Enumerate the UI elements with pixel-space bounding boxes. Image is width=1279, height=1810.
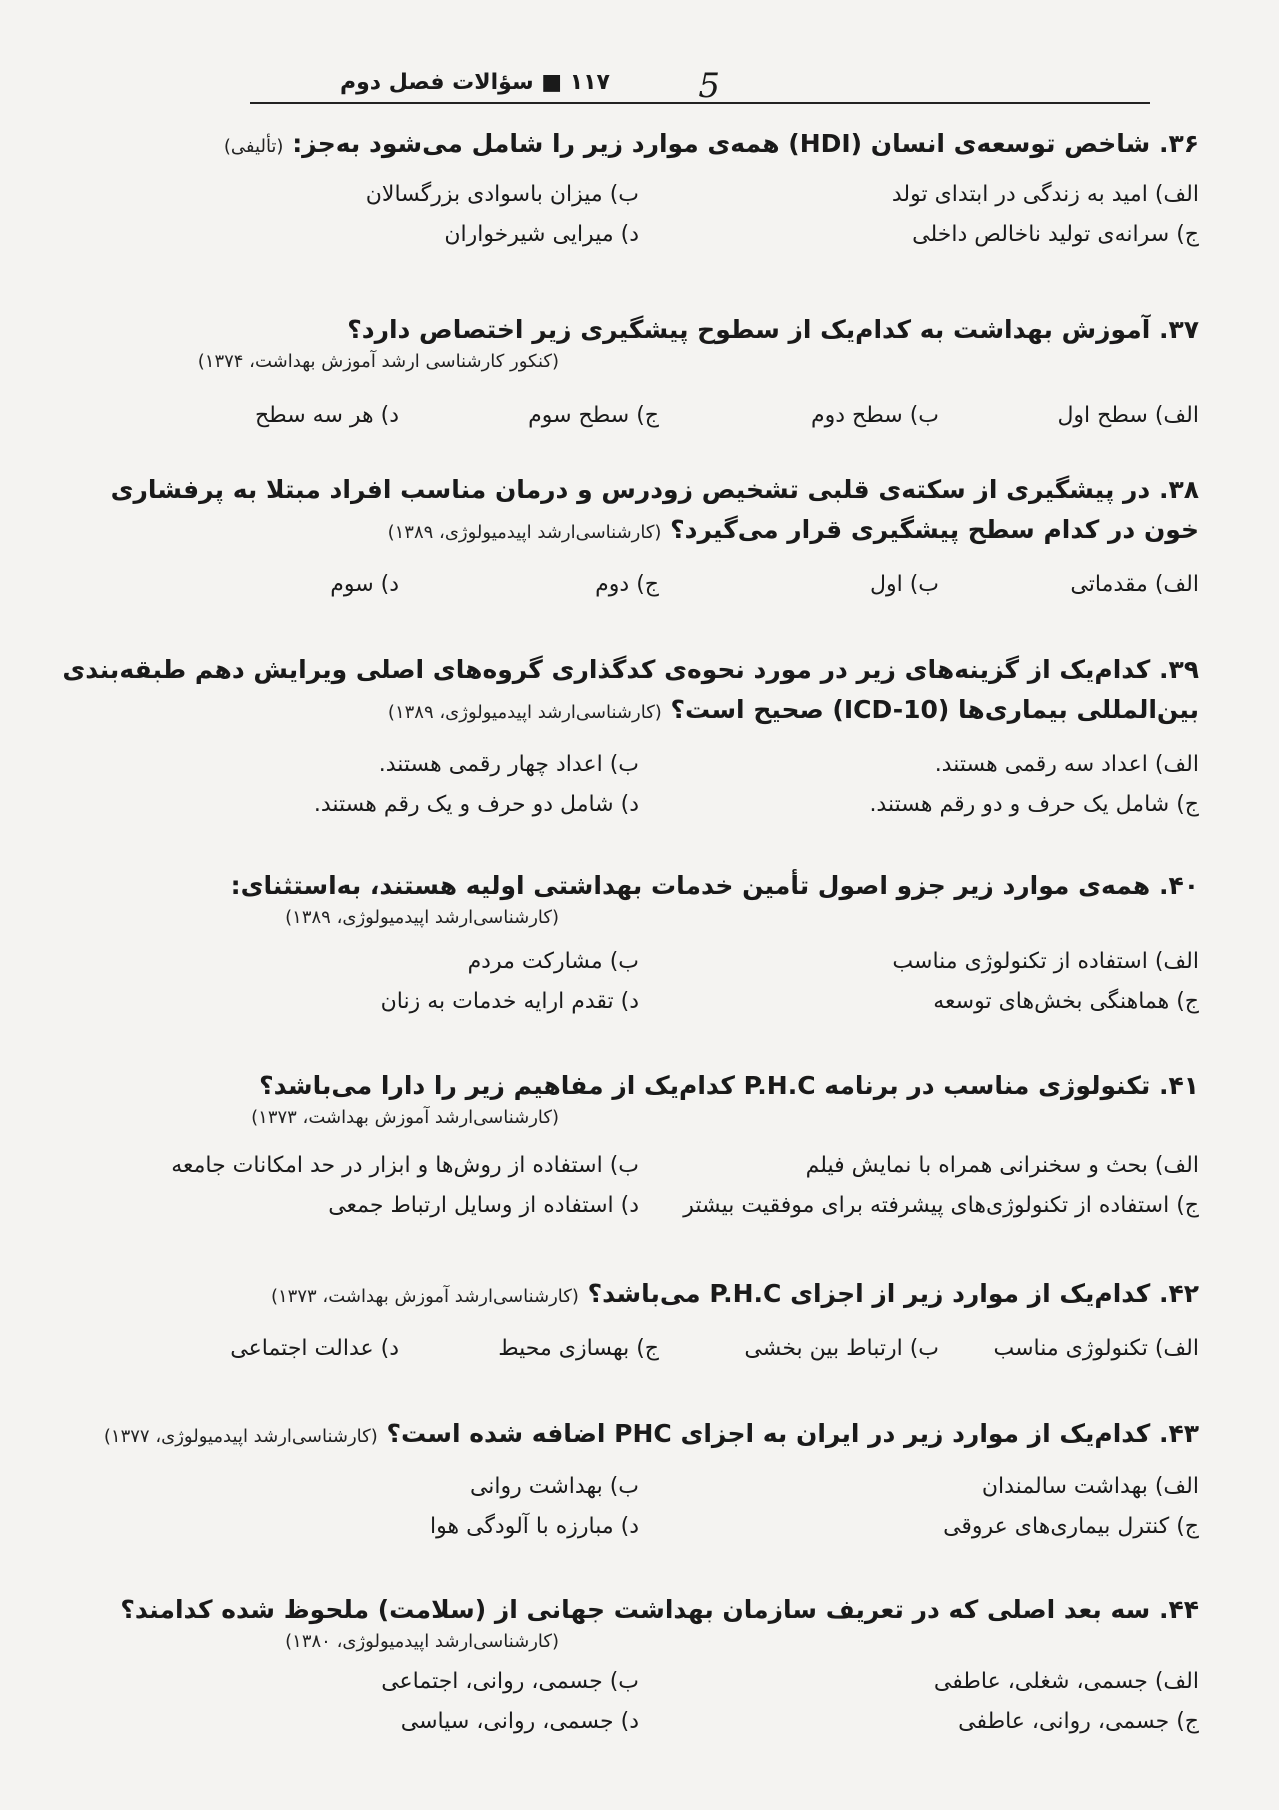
option-d: د) مبارزه با آلودگی هوا	[430, 1514, 639, 1539]
option-d: د) جسمی، روانی، سیاسی	[400, 1709, 639, 1734]
option-a: الف) جسمی، شغلی، عاطفی	[933, 1669, 1199, 1694]
option-b: ب) اول	[869, 572, 939, 597]
option-a: الف) بحث و سخنرانی همراه با نمایش فیلم	[805, 1153, 1199, 1178]
options	[49, 1146, 1199, 1226]
option-c: ج) سرانه‌ی تولید ناخالص داخلی	[912, 222, 1199, 247]
page-header	[250, 66, 1150, 106]
option-a: الف) اعداد سه رقمی هستند.	[934, 752, 1199, 777]
question-40	[49, 866, 1199, 1022]
handwritten-mark: 5	[698, 66, 720, 106]
option-a: الف) استفاده از تکنولوژی مناسب	[892, 949, 1199, 974]
question-stem: ۳۸. در پیشگیری از سکته‌ی قلبی تشخیص زودرس و درمان مناسب افراد مبتلا به پرفشاری خون در کدام سطح پیشگیری قرار می‌گیرد؟ (کارشناسی‌ارشد اپیدمیولوژی، ۱۳۸۹)	[110, 475, 1199, 544]
question-stem: ۴۱. تکنولوژی مناسب در برنامه P.H.C کدام‌یک از مفاهیم زیر را دارا می‌باشد؟	[259, 1071, 1199, 1100]
option-c: ج) بهسازی محیط	[498, 1336, 659, 1361]
option-a: الف) سطح اول	[1057, 403, 1199, 428]
option-a: الف) امید به زندگی در ابتدای تولد	[891, 182, 1199, 207]
option-d: د) شامل دو حرف و یک رقم هستند.	[313, 792, 639, 817]
question-stem: ۴۴. سه بعد اصلی که در تعریف سازمان بهداشت جهانی از (سلامت) ملحوظ شده کدامند؟	[120, 1595, 1199, 1624]
question-stem: ۳۶. شاخص توسعه‌ی انسان (HDI) همه‌ی موارد زیر را شامل می‌شود به‌جز: (تألیفی)	[223, 129, 1199, 158]
option-c: ج) شامل یک حرف و دو رقم هستند.	[869, 792, 1199, 817]
option-c: ج) هماهنگی بخش‌های توسعه	[933, 989, 1199, 1014]
options	[49, 942, 1199, 1022]
option-c: ج) کنترل بیماری‌های عروقی	[943, 1514, 1199, 1539]
question-source: (کارشناسی‌ارشد اپیدمیولوژی، ۱۳۷۷)	[103, 1426, 378, 1447]
question-42	[49, 1274, 1199, 1369]
option-d: د) استفاده از وسایل ارتباط جمعی	[328, 1193, 639, 1218]
option-c: ج) دوم	[595, 572, 659, 597]
option-d: د) میرایی شیرخواران	[444, 222, 639, 247]
question-source: (کنکور کارشناسی ارشد آموزش بهداشت، ۱۳۷۴)	[197, 351, 559, 372]
question-38	[49, 470, 1199, 605]
question-source: (کارشناسی‌ارشد اپیدمیولوژی، ۱۳۸۹)	[285, 907, 559, 928]
question-source: (کارشناسی‌ارشد اپیدمیولوژی، ۱۳۸۹)	[387, 702, 662, 723]
options	[49, 396, 1199, 436]
question-source: (کارشناسی‌ارشد اپیدمیولوژی، ۱۳۸۰)	[285, 1631, 559, 1652]
options	[49, 175, 1199, 255]
option-c: ج) سطح سوم	[528, 403, 659, 428]
question-36	[49, 124, 1199, 255]
option-b: ب) سطح دوم	[810, 403, 939, 428]
option-d: د) سوم	[330, 572, 399, 597]
option-b: ب) ارتباط بین بخشی	[744, 1336, 939, 1361]
option-b: ب) جسمی، روانی، اجتماعی	[381, 1669, 639, 1694]
options	[49, 565, 1199, 605]
option-b: ب) مشارکت مردم	[467, 949, 639, 974]
option-b: ب) بهداشت روانی	[469, 1474, 639, 1499]
option-c: ج) استفاده از تکنولوژی‌های پیشرفته برای موفقیت بیشتر	[683, 1193, 1199, 1218]
options	[49, 1329, 1199, 1369]
question-41	[49, 1066, 1199, 1226]
question-stem: ۴۲. کدام‌یک از موارد زیر از اجزای P.H.C می‌باشد؟ (کارشناسی‌ارشد آموزش بهداشت، ۱۳۷۳)	[270, 1279, 1199, 1308]
option-d: د) تقدم ارایه خدمات به زنان	[380, 989, 639, 1014]
question-source: (تألیفی)	[223, 136, 284, 157]
option-a: الف) مقدماتی	[1070, 572, 1199, 597]
header-rule	[250, 102, 1150, 104]
question-source: (کارشناسی‌ارشد آموزش بهداشت، ۱۳۷۳)	[251, 1107, 559, 1128]
question-stem: ۴۳. کدام‌یک از موارد زیر در ایران به اجزای PHC اضافه شده است؟ (کارشناسی‌ارشد اپیدمیولوژی، ۱۳۷۷)	[103, 1419, 1199, 1448]
option-b: ب) اعداد چهار رقمی هستند.	[378, 752, 639, 777]
question-source: (کارشناسی‌ارشد اپیدمیولوژی، ۱۳۸۹)	[387, 522, 662, 543]
question-source: (کارشناسی‌ارشد آموزش بهداشت، ۱۳۷۳)	[270, 1286, 579, 1307]
question-39	[49, 650, 1199, 825]
page-header-title: ۱۱۷ ■ سؤالات فصل دوم	[340, 70, 610, 95]
question-37	[49, 310, 1199, 436]
options	[49, 745, 1199, 825]
question-44	[49, 1590, 1199, 1742]
options	[49, 1662, 1199, 1742]
options	[49, 1467, 1199, 1547]
question-stem: ۳۷. آموزش بهداشت به کدام‌یک از سطوح پیشگیری زیر اختصاص دارد؟	[347, 315, 1199, 344]
option-d: د) هر سه سطح	[254, 403, 399, 428]
option-b: ب) استفاده از روش‌ها و ابزار در حد امکانات جامعه	[171, 1153, 639, 1178]
option-d: د) عدالت اجتماعی	[230, 1336, 399, 1361]
option-a: الف) بهداشت سالمندان	[981, 1474, 1199, 1499]
question-43	[49, 1414, 1199, 1547]
option-c: ج) جسمی، روانی، عاطفی	[958, 1709, 1199, 1734]
question-stem: ۴۰. همه‌ی موارد زیر جزو اصول تأمین خدمات بهداشتی اولیه هستند، به‌استثنای:	[230, 871, 1199, 900]
question-stem: ۳۹. کدام‌یک از گزینه‌های زیر در مورد نحوه‌ی کدگذاری گروه‌های اصلی ویرایش دهم طبقه‌بندی بین‌المللی بیماری‌ها (ICD-10) صحیح است؟ (کارشناسی‌ارشد اپیدمیولوژی، ۱۳۸۹)	[62, 655, 1199, 724]
option-a: الف) تکنولوژی مناسب	[993, 1336, 1199, 1361]
option-b: ب) میزان باسوادی بزرگسالان	[365, 182, 639, 207]
